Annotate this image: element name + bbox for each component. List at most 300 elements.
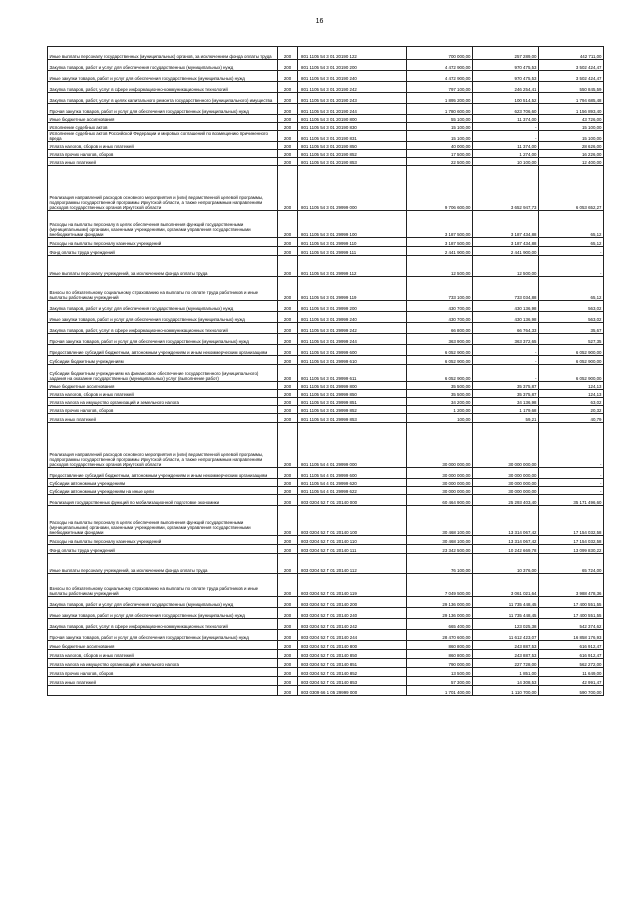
row-budget-code: 801 1105 54 3 01 20190 244 [298, 104, 407, 115]
row-remaining-amount: 3 502 424,47 [539, 71, 604, 82]
row-executed-amount: 1 110 700,00 [473, 686, 539, 696]
row-remaining-amount: 6 052 900,00 [539, 345, 604, 356]
row-description: Уплата налога на имущество организаций и земельного налога [48, 398, 278, 406]
row-remaining-amount: 590 700,00 [539, 686, 604, 696]
row-approved-amount: 40 000,00 [407, 142, 473, 150]
row-admin-code: 200 [278, 211, 298, 238]
row-admin-code: 200 [278, 334, 298, 345]
row-approved-amount: 22 500,00 [407, 158, 473, 166]
row-description: Закупка товаров, работ, услуг в сфере информационно-коммуникационных технологий [48, 323, 278, 334]
table-row [48, 536, 604, 545]
row-executed-amount: 10 100,00 [473, 158, 539, 166]
row-budget-code: 801 1105 54 3 01 29999 000 [298, 166, 407, 211]
table-row [48, 104, 604, 115]
row-remaining-amount: 527,35 [539, 334, 604, 345]
row-admin-code: 200 [278, 554, 298, 574]
table-row [48, 650, 604, 659]
row-remaining-amount: 11 649,00 [539, 668, 604, 677]
row-approved-amount: 430 700,00 [407, 301, 473, 312]
row-budget-code: 801 1105 54 3 01 29999 610 [298, 356, 407, 365]
row-description: Прочая закупка товаров, работ и услуг для обеспечения государственных (муниципальных) нужд [48, 104, 278, 115]
row-approved-amount: 35 500,00 [407, 382, 473, 390]
row-description: Субсидии автономным учреждениям на иные цели [48, 487, 278, 495]
row-description: Расходы на выплаты персоналу в целях обеспечения выполнения функций государственными (муниципальными) органами, казенными учреждениями, органами управления государственными внебюджетными фондами [48, 211, 278, 238]
row-budget-code: 801 1105 54 3 01 29999 242 [298, 323, 407, 334]
row-budget-code: 801 1105 54 3 01 20190 122 [298, 47, 407, 60]
table-row [48, 312, 604, 323]
row-approved-amount: 860 800,00 [407, 650, 473, 659]
row-remaining-amount: 563,02 [539, 312, 604, 323]
row-executed-amount: 227 728,00 [473, 659, 539, 668]
row-admin-code: 200 [278, 641, 298, 650]
row-description: Закупка товаров, работ, услуг в сфере информационно-коммуникационных технологий [48, 619, 278, 630]
row-executed-amount: 123 025,38 [473, 619, 539, 630]
table-row [48, 356, 604, 365]
table-row [48, 256, 604, 277]
row-description: Иные выплаты персоналу государственных (муниципальных) органов, за исключением фонда оплаты труда [48, 47, 278, 60]
row-description: Уплата налогов, сборов и иных платежей [48, 390, 278, 398]
table-row [48, 158, 604, 166]
row-executed-amount: - [473, 356, 539, 365]
row-executed-amount: 1 851,00 [473, 668, 539, 677]
row-remaining-amount: 17 154 032,58 [539, 506, 604, 536]
row-budget-code: 801 1105 54 3 01 29999 850 [298, 390, 407, 398]
row-executed-amount: - [473, 345, 539, 356]
row-description: Предоставление субсидий бюджетным, автономным учреждениям и иным некоммерческим организациям [48, 345, 278, 356]
row-executed-amount: 11 735 448,45 [473, 608, 539, 619]
row-approved-amount: 13 500,00 [407, 668, 473, 677]
row-remaining-amount: 124,13 [539, 390, 604, 398]
row-description: Уплата налогов, сборов и иных платежей [48, 650, 278, 659]
row-admin-code: 200 [278, 60, 298, 71]
row-budget-code: 801 1105 54 3 01 20190 240 [298, 71, 407, 82]
row-remaining-amount: 1 794 685,48 [539, 93, 604, 104]
row-admin-code: 200 [278, 495, 298, 506]
row-admin-code: 200 [278, 301, 298, 312]
row-budget-code: 803 0204 52 Г 01 20140 853 [298, 677, 407, 686]
row-approved-amount: 430 700,00 [407, 312, 473, 323]
row-approved-amount: 1 895 200,00 [407, 93, 473, 104]
row-admin-code: 200 [278, 123, 298, 131]
table-row [48, 423, 604, 468]
row-remaining-amount: 6 052 900,00 [539, 356, 604, 365]
row-description: Расходы на выплаты персоналу в целях обеспечения выполнения функций государственными (муниципальными) органами, казенными учреждениями, органами управления государственными внебюджетными фондами [48, 506, 278, 536]
row-executed-amount: 11 374,00 [473, 142, 539, 150]
table-row [48, 211, 604, 238]
row-description: Уплата налогов, сборов и иных платежей [48, 142, 278, 150]
table-row [48, 659, 604, 668]
row-executed-amount: 34 136,98 [473, 398, 539, 406]
row-budget-code: 801 1105 54 3 01 29999 851 [298, 398, 407, 406]
row-approved-amount: 30 468 100,00 [407, 536, 473, 545]
row-admin-code: 200 [278, 256, 298, 277]
row-admin-code: 200 [278, 323, 298, 334]
table-row [48, 345, 604, 356]
row-approved-amount: 29 136 000,00 [407, 608, 473, 619]
row-executed-amount: 3 061 021,64 [473, 574, 539, 597]
row-approved-amount: 30 468 100,00 [407, 506, 473, 536]
row-executed-amount: 3 187 434,88 [473, 211, 539, 238]
row-approved-amount: 23 342 500,00 [407, 545, 473, 554]
row-description: Реализация государственных функций по мобилизационной подготовке экономики [48, 495, 278, 506]
table-row [48, 301, 604, 312]
row-remaining-amount: 3 988 478,36 [539, 574, 604, 597]
row-description: Иные бюджетные ассигнования [48, 641, 278, 650]
row-description: Иные закупки товаров, работ и услуг для обеспечения государственных (муниципальных) нужд [48, 71, 278, 82]
table-row [48, 238, 604, 247]
row-budget-code: 803 0204 52 Г 01 20140 111 [298, 545, 407, 554]
row-budget-code: 801 1105 54 3 01 20190 242 [298, 82, 407, 93]
row-approved-amount: 6 052 900,00 [407, 356, 473, 365]
budget-execution-table [47, 46, 604, 696]
row-approved-amount: 1 701 400,00 [407, 686, 473, 696]
row-remaining-amount: 13 099 830,22 [539, 545, 604, 554]
row-admin-code: 200 [278, 247, 298, 256]
row-description: Взносы по обязательному социальному страхованию на выплаты по оплате труда работников и иные выплаты работникам учреждений [48, 277, 278, 301]
table-row [48, 131, 604, 142]
row-executed-amount: - [473, 365, 539, 382]
table-row [48, 608, 604, 619]
row-approved-amount: 55 100,00 [407, 115, 473, 123]
row-remaining-amount: 17 400 551,55 [539, 597, 604, 608]
row-remaining-amount: 16 858 176,93 [539, 630, 604, 641]
row-budget-code: 801 1105 54 3 01 29999 853 [298, 414, 407, 423]
row-approved-amount: 6 052 900,00 [407, 345, 473, 356]
row-remaining-amount: 65,12 [539, 211, 604, 238]
row-budget-code: 801 1105 54 3 01 29999 119 [298, 277, 407, 301]
row-remaining-amount: 15 100,00 [539, 123, 604, 131]
row-approved-amount: 30 000 000,00 [407, 479, 473, 487]
row-approved-amount: 57 300,00 [407, 677, 473, 686]
row-admin-code: 200 [278, 345, 298, 356]
row-executed-amount: 12 500,00 [473, 256, 539, 277]
row-admin-code: 200 [278, 390, 298, 398]
row-budget-code: 801 1105 54 3 01 20190 853 [298, 158, 407, 166]
row-description: Фонд оплаты труда учреждений [48, 545, 278, 554]
row-executed-amount: 2 441 900,00 [473, 247, 539, 256]
row-admin-code: 200 [278, 686, 298, 696]
row-remaining-amount: 65,12 [539, 238, 604, 247]
row-executed-amount: 30 000 000,00 [473, 479, 539, 487]
row-approved-amount: 66 800,00 [407, 323, 473, 334]
row-executed-amount: - [473, 123, 539, 131]
row-executed-amount: 66 764,33 [473, 323, 539, 334]
table-row [48, 150, 604, 158]
row-executed-amount: 3 652 947,73 [473, 166, 539, 211]
row-budget-code: 801 1105 54 4 01 29999 000 [298, 423, 407, 468]
row-approved-amount: 100,00 [407, 414, 473, 423]
row-remaining-amount: 43 726,00 [539, 115, 604, 123]
table-row [48, 574, 604, 597]
row-description: Уплата налога на имущество организаций и земельного налога [48, 659, 278, 668]
row-budget-code: 801 1105 54 3 01 29999 200 [298, 301, 407, 312]
table-row [48, 406, 604, 414]
row-budget-code: 801 1105 54 3 01 29999 100 [298, 211, 407, 238]
row-approved-amount: 700 000,00 [407, 47, 473, 60]
row-budget-code: 803 0204 52 Г 01 20140 100 [298, 506, 407, 536]
row-description: Уплата прочих налогов, сборов [48, 406, 278, 414]
row-executed-amount: 243 887,53 [473, 641, 539, 650]
row-remaining-amount: 1 156 893,40 [539, 104, 604, 115]
table-row [48, 334, 604, 345]
row-approved-amount: 60 464 900,00 [407, 495, 473, 506]
row-executed-amount: 10 376,00 [473, 554, 539, 574]
row-executed-amount: 13 314 067,42 [473, 506, 539, 536]
table-row [48, 142, 604, 150]
row-budget-code: 801 1105 54 3 01 20190 831 [298, 131, 407, 142]
row-budget-code: 803 0204 52 Г 01 20140 800 [298, 641, 407, 650]
table-row [48, 382, 604, 390]
row-budget-code: 801 1105 54 4 01 29999 620 [298, 479, 407, 487]
row-budget-code: 801 1105 54 4 01 29999 600 [298, 468, 407, 479]
row-admin-code: 200 [278, 659, 298, 668]
row-budget-code: 801 1105 54 3 01 20190 200 [298, 60, 407, 71]
row-executed-amount: 970 475,53 [473, 71, 539, 82]
row-admin-code: 200 [278, 597, 298, 608]
table-row [48, 630, 604, 641]
row-executed-amount: 30 000 000,00 [473, 487, 539, 495]
row-remaining-amount: 542 374,62 [539, 619, 604, 630]
row-description: Предоставление субсидий бюджетным, автономным учреждениям и иным некоммерческим организациям [48, 468, 278, 479]
row-admin-code: 200 [278, 238, 298, 247]
row-admin-code: 200 [278, 423, 298, 468]
row-admin-code: 200 [278, 158, 298, 166]
row-approved-amount: 9 706 600,00 [407, 166, 473, 211]
row-description: Исполнение судебных актов Российской Федерации и мировых соглашений по возмещению причиненного вреда [48, 131, 278, 142]
row-description: Иные выплаты персоналу учреждений, за исключением фонда оплаты труда [48, 256, 278, 277]
row-executed-amount: 3 187 434,88 [473, 238, 539, 247]
row-executed-amount: 100 514,52 [473, 93, 539, 104]
row-admin-code: 200 [278, 479, 298, 487]
row-budget-code: 803 0309 66 1 05 29999 000 [298, 686, 407, 696]
row-description: Иные закупки товаров, работ и услуг для обеспечения государственных (муниципальных) нужд [48, 312, 278, 323]
row-executed-amount: 10 242 669,78 [473, 545, 539, 554]
row-budget-code: 801 1105 54 3 01 29999 110 [298, 238, 407, 247]
row-admin-code: 200 [278, 619, 298, 630]
row-executed-amount: 623 706,60 [473, 104, 539, 115]
row-admin-code: 200 [278, 536, 298, 545]
row-budget-code: 801 1105 54 3 01 20190 830 [298, 123, 407, 131]
row-admin-code: 200 [278, 608, 298, 619]
row-admin-code: 200 [278, 365, 298, 382]
row-description: Уплата прочих налогов, сборов [48, 150, 278, 158]
row-budget-code: 803 0204 52 Г 01 20140 200 [298, 597, 407, 608]
row-admin-code: 200 [278, 668, 298, 677]
row-admin-code: 200 [278, 312, 298, 323]
table-row [48, 495, 604, 506]
page-number: 16 [315, 18, 324, 25]
row-description: Уплата иных платежей [48, 414, 278, 423]
row-approved-amount: 363 900,00 [407, 334, 473, 345]
row-budget-code: 803 0204 52 Г 01 20140 112 [298, 554, 407, 574]
row-remaining-amount: 3 502 424,47 [539, 60, 604, 71]
row-budget-code: 803 0204 52 Г 01 20140 000 [298, 495, 407, 506]
row-remaining-amount: - [539, 423, 604, 468]
table-row [48, 668, 604, 677]
row-budget-code: 801 1105 54 3 01 29999 852 [298, 406, 407, 414]
row-budget-code: 801 1105 54 3 01 29999 240 [298, 312, 407, 323]
row-approved-amount: 7 049 500,00 [407, 574, 473, 597]
table-row [48, 277, 604, 301]
table-row [48, 554, 604, 574]
row-description: Иные бюджетные ассигнования [48, 115, 278, 123]
row-approved-amount: 4 472 900,00 [407, 71, 473, 82]
row-approved-amount: 34 200,00 [407, 398, 473, 406]
row-executed-amount: 1 179,68 [473, 406, 539, 414]
row-executed-amount: 11 612 423,07 [473, 630, 539, 641]
row-admin-code: 200 [278, 104, 298, 115]
row-executed-amount: 30 000 000,00 [473, 468, 539, 479]
row-budget-code: 803 0204 52 Г 01 20140 244 [298, 630, 407, 641]
row-executed-amount: 14 308,53 [473, 677, 539, 686]
row-remaining-amount: 562 272,00 [539, 659, 604, 668]
row-remaining-amount: 6 052 900,00 [539, 365, 604, 382]
row-executed-amount: 243 887,53 [473, 650, 539, 659]
table-row [48, 597, 604, 608]
row-approved-amount: 28 470 600,00 [407, 630, 473, 641]
row-admin-code: 200 [278, 468, 298, 479]
row-description: Закупка товаров, работ и услуг для обеспечения государственных (муниципальных) нужд [48, 301, 278, 312]
row-description: Уплата прочих налогов, сборов [48, 668, 278, 677]
row-remaining-amount: 442 711,00 [539, 47, 604, 60]
row-description: Закупка товаров, работ, услуг в сфере информационно-коммуникационных технологий [48, 82, 278, 93]
row-budget-code: 801 1105 54 3 01 29999 112 [298, 256, 407, 277]
row-admin-code: 200 [278, 545, 298, 554]
row-budget-code: 803 0204 52 Г 01 20140 850 [298, 650, 407, 659]
row-remaining-amount: 16 226,00 [539, 150, 604, 158]
row-description: Субсидии бюджетным учреждениям на финансовое обеспечение государственного (муниципального) задания на оказание государственных (муниципальных) услуг (выполнение работ) [48, 365, 278, 382]
table-row [48, 677, 604, 686]
row-remaining-amount: 550 845,59 [539, 82, 604, 93]
row-budget-code: 803 0204 52 Г 01 20140 242 [298, 619, 407, 630]
table-row [48, 398, 604, 406]
row-budget-code: 801 1105 54 3 01 20190 800 [298, 115, 407, 123]
row-remaining-amount: 35 171 496,60 [539, 495, 604, 506]
row-budget-code: 803 0204 52 Г 01 20140 119 [298, 574, 407, 597]
table-row [48, 390, 604, 398]
row-remaining-amount: 28 626,00 [539, 142, 604, 150]
row-description: Закупка товаров, работ, услуг в целях капитального ремонта государственного (муниципального) имущества [48, 93, 278, 104]
row-approved-amount: 2 441 900,00 [407, 247, 473, 256]
row-admin-code: 200 [278, 277, 298, 301]
row-budget-code: 801 1105 54 3 01 29999 244 [298, 334, 407, 345]
row-remaining-amount: 12 400,00 [539, 158, 604, 166]
table-row [48, 115, 604, 123]
row-approved-amount: 665 400,00 [407, 619, 473, 630]
row-description: Реализация направлений расходов основного мероприятия и (или) ведомственной целевой программы, подпрограммы государственной программы Иркутской области, а также непрограммным направлениям расходов государственных органов Иркутской области [48, 166, 278, 211]
table-row [48, 619, 604, 630]
row-approved-amount: 860 800,00 [407, 641, 473, 650]
row-remaining-amount: 65,12 [539, 277, 604, 301]
row-remaining-amount: - [539, 247, 604, 256]
table-row [48, 323, 604, 334]
row-description: Прочая закупка товаров, работ и услуг для обеспечения государственных (муниципальных) нужд [48, 334, 278, 345]
table-row [48, 60, 604, 71]
row-admin-code: 200 [278, 650, 298, 659]
row-approved-amount: 1 200,00 [407, 406, 473, 414]
row-approved-amount: 35 500,00 [407, 390, 473, 398]
row-remaining-amount: 20,32 [539, 406, 604, 414]
row-approved-amount: 6 052 900,00 [407, 365, 473, 382]
row-executed-amount: 733 034,88 [473, 277, 539, 301]
row-remaining-amount: 17 154 032,58 [539, 536, 604, 545]
row-remaining-amount: - [539, 256, 604, 277]
row-admin-code: 200 [278, 356, 298, 365]
row-admin-code: 200 [278, 398, 298, 406]
row-admin-code: 200 [278, 131, 298, 142]
row-admin-code: 200 [278, 115, 298, 123]
table-row [48, 479, 604, 487]
row-admin-code: 200 [278, 506, 298, 536]
row-remaining-amount: 6 053 652,27 [539, 166, 604, 211]
row-budget-code: 801 1105 54 3 01 29999 611 [298, 365, 407, 382]
row-description: Взносы по обязательному социальному страхованию на выплаты по оплате труда работников и иные выплаты работникам учреждений [48, 574, 278, 597]
row-admin-code: 200 [278, 142, 298, 150]
row-description [48, 686, 278, 696]
row-admin-code: 200 [278, 150, 298, 158]
row-remaining-amount: 63,02 [539, 398, 604, 406]
row-description: Закупка товаров, работ и услуг для обеспечения государственных (муниципальных) нужд [48, 60, 278, 71]
row-admin-code: 200 [278, 630, 298, 641]
table-row [48, 47, 604, 60]
row-remaining-amount: 124,13 [539, 382, 604, 390]
row-admin-code: 200 [278, 71, 298, 82]
row-remaining-amount: 616 912,47 [539, 641, 604, 650]
table-row [48, 166, 604, 211]
row-executed-amount: 11 735 448,45 [473, 597, 539, 608]
row-executed-amount: - [473, 131, 539, 142]
row-budget-code: 801 1105 54 4 01 29999 622 [298, 487, 407, 495]
table-row [48, 93, 604, 104]
table-row [48, 506, 604, 536]
row-approved-amount: 30 000 000,00 [407, 468, 473, 479]
row-remaining-amount: - [539, 468, 604, 479]
row-admin-code: 200 [278, 406, 298, 414]
row-approved-amount: 3 187 500,00 [407, 211, 473, 238]
row-description: Иные бюджетные ассигнования [48, 382, 278, 390]
table-row [48, 365, 604, 382]
row-approved-amount: 17 500,00 [407, 150, 473, 158]
row-executed-amount: 430 136,98 [473, 301, 539, 312]
row-description: Субсидии бюджетным учреждениям [48, 356, 278, 365]
row-description: Реализация направлений расходов основного мероприятия и (или) ведомственной целевой программы, подпрограммы государственной программы Иркутской области, а также непрограммным направлениям расходов государственных органов Иркутской области [48, 423, 278, 468]
row-remaining-amount: 616 912,47 [539, 650, 604, 659]
row-approved-amount: 790 000,00 [407, 659, 473, 668]
row-description: Уплата иных платежей [48, 158, 278, 166]
row-admin-code: 200 [278, 166, 298, 211]
row-budget-code: 801 1105 54 3 01 20190 852 [298, 150, 407, 158]
row-remaining-amount: - [539, 479, 604, 487]
row-executed-amount: 11 374,00 [473, 115, 539, 123]
row-description: Закупка товаров, работ и услуг для обеспечения государственных (муниципальных) нужд [48, 597, 278, 608]
row-admin-code: 200 [278, 382, 298, 390]
row-admin-code: 200 [278, 93, 298, 104]
row-executed-amount: 1 274,00 [473, 150, 539, 158]
row-budget-code: 801 1105 54 3 01 29999 600 [298, 345, 407, 356]
table-row [48, 545, 604, 554]
row-budget-code: 801 1105 54 3 01 29999 111 [298, 247, 407, 256]
table-row [48, 487, 604, 495]
row-remaining-amount: 42 991,47 [539, 677, 604, 686]
row-description: Расходы на выплаты персоналу казенных учреждений [48, 238, 278, 247]
row-budget-code: 801 1105 54 3 01 29999 800 [298, 382, 407, 390]
row-budget-code: 803 0204 52 Г 01 20140 110 [298, 536, 407, 545]
row-approved-amount: 30 000 000,00 [407, 423, 473, 468]
row-description: Прочая закупка товаров, работ и услуг для обеспечения государственных (муниципальных) нужд [48, 630, 278, 641]
row-description: Субсидии автономным учреждениям [48, 479, 278, 487]
row-executed-amount: 35 375,87 [473, 390, 539, 398]
row-executed-amount: 363 372,65 [473, 334, 539, 345]
